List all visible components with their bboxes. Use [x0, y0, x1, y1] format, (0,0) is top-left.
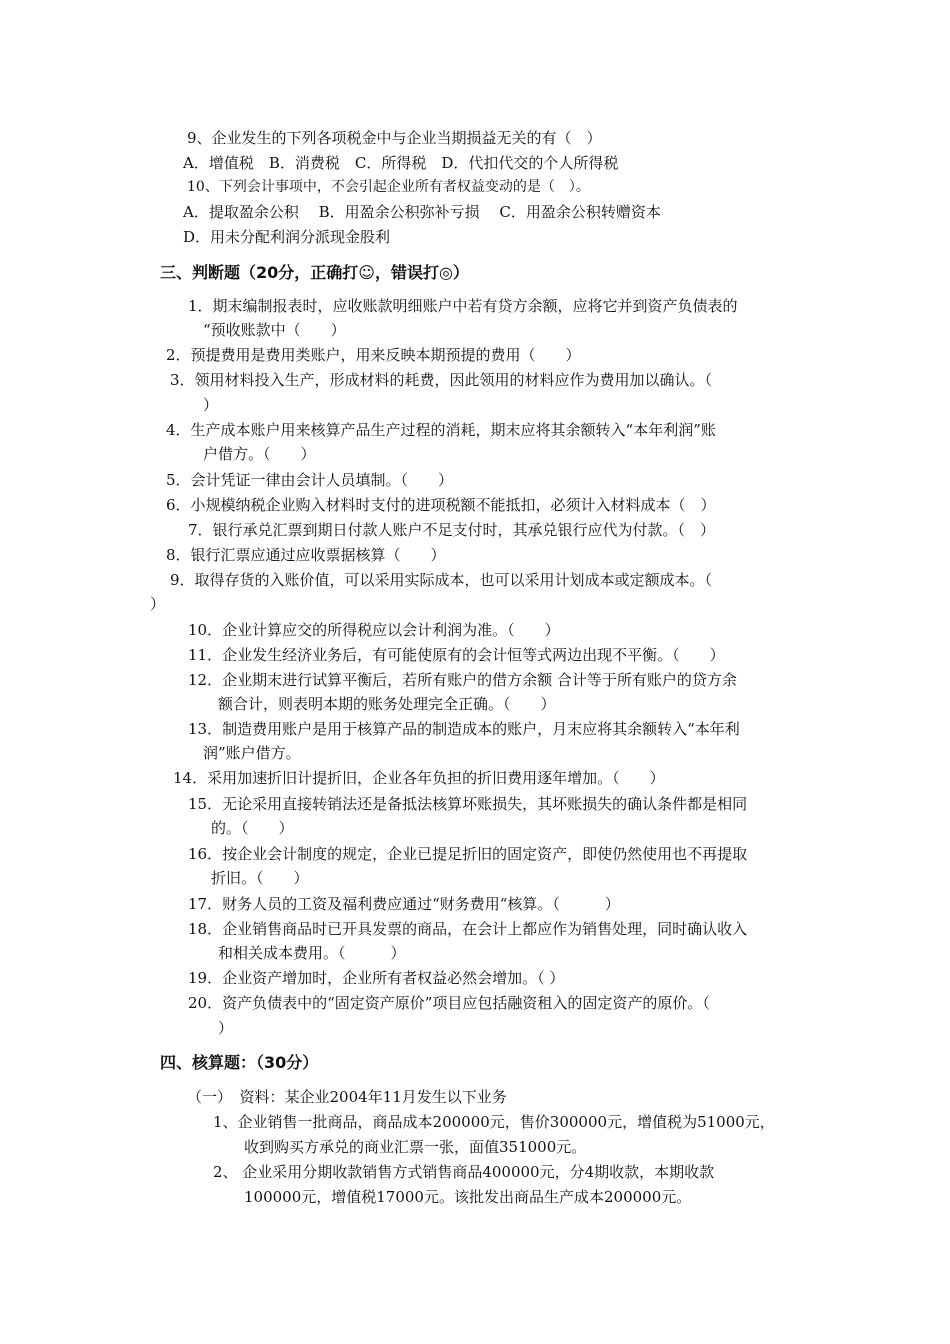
calc-line: 100000元，增值税17000元。该批发出商品生产成本200000元。 — [244, 1188, 692, 1206]
calc-line: 收到购买方承兑的商业汇票一张，面值351000元。 — [244, 1138, 587, 1156]
tf-line: 5．会计凭证一律由会计人员填制。（ ） — [166, 471, 454, 489]
tf-line: 9．取得存货的入账价值，可以采用实际成本，也可以采用计划成本或定额成本。（ — [170, 571, 713, 589]
tf-line: ） — [218, 1019, 234, 1037]
tf-line: “预收账款中（ ） — [203, 321, 346, 339]
tf-line: 和相关成本费用。（ ） — [218, 944, 406, 962]
tf-line: 17．财务人员的工资及福利费应通过“财务费用“核算。（ ） — [188, 895, 620, 913]
tf-line: 8．银行汇票应通过应收票据核算（ ） — [166, 546, 446, 564]
tf-line: 2．预提费用是费用类账户，用来反映本期预提的费用（ ） — [166, 346, 581, 364]
tf-line: 20．资产负债表中的“固定资产原价”项目应包括融资租入的固定资产的原价。（ — [188, 994, 710, 1012]
calc-line: 2、 企业采用分期收款销售方式销售商品400000元，分4期收款，本期收款 — [213, 1163, 715, 1181]
section-4-heading: 四、核算题：（30分） — [160, 1053, 319, 1072]
tf-line: ） — [150, 595, 166, 613]
tf-line: 13．制造费用账户是用于核算产品的制造成本的账户，月末应将其余额转入“本年利 — [188, 720, 740, 738]
calc-line: 1、企业销售一批商品，商品成本200000元，售价300000元，增值税为51000元， — [213, 1113, 775, 1131]
tf-line: 11．企业发生经济业务后，有可能使原有的会计恒等式两边出现不平衡。（ ） — [188, 646, 725, 664]
question-10-options-2: D．用未分配利润分派现金股利 — [183, 228, 391, 246]
tf-line: ） — [203, 396, 219, 414]
tf-line: 的。（ ） — [211, 819, 294, 837]
tf-line: 12．企业期末进行试算平衡后，若所有账户的借方余额 合计等于所有账户的贷方余 — [188, 671, 737, 689]
tf-line: 润”账户借方。 — [203, 744, 301, 762]
tf-line: 7．银行承兑汇票到期日付款人账户不足支付时，其承兑银行应代为付款。（ ） — [188, 521, 716, 539]
question-10-options-1: A．提取盈余公积 B．用盈余公积弥补亏损 C．用盈余公积转赠资本 — [183, 203, 661, 221]
tf-line: 户借方。（ ） — [203, 445, 316, 463]
tf-line: 额合计，则表明本期的账务处理完全正确。（ ） — [218, 695, 556, 713]
tf-line: 19．企业资产增加时，企业所有者权益必然会增加。（ ） — [188, 969, 565, 987]
tf-line: 14．采用加速折旧计提折旧，企业各年负担的折旧费用逐年增加。（ ） — [173, 769, 665, 787]
tf-line: 3．领用材料投入生产，形成材料的耗费，因此领用的材料应作为费用加以确认。（ — [170, 371, 713, 389]
question-9: 9、企业发生的下列各项税金中与企业当期损益无关的有（ ） — [187, 129, 602, 147]
section-3-heading: 三、判断题（20分，正确打☺，错误打◎） — [160, 263, 469, 282]
tf-line: 折旧。（ ） — [211, 869, 309, 887]
calc-line: （一） 资料：某企业2004年11月发生以下业务 — [187, 1088, 507, 1106]
tf-line: 6．小规模纳税企业购入材料时支付的进项税额不能抵扣，必须计入材料成本（ ） — [166, 496, 716, 514]
tf-line: 15．无论采用直接转销法还是备抵法核算坏账损失，其坏账损失的确认条件都是相同 — [188, 795, 748, 813]
tf-line: 18．企业销售商品时已开具发票的商品，在会计上都应作为销售处理，同时确认收入 — [188, 920, 748, 938]
tf-line: 10．企业计算应交的所得税应以会计利润为准。（ ） — [188, 621, 560, 639]
tf-line: 16．按企业会计制度的规定，企业已提足折旧的固定资产，即使仍然使用也不再提取 — [188, 845, 748, 863]
question-10: 10、下列会计事项中，不会引起企业所有者权益变动的是（ ）。 — [187, 179, 590, 195]
question-9-options: A．增值税 B．消费税 C．所得税 D．代扣代交的个人所得税 — [183, 154, 619, 172]
tf-line: 1．期末编制报表时，应收账款明细账户中若有贷方余额，应将它并到资产负债表的 — [188, 297, 738, 315]
tf-line: 4．生产成本账户用来核算产品生产过程的消耗，期末应将其余额转入“本年利润”账 — [166, 421, 716, 439]
